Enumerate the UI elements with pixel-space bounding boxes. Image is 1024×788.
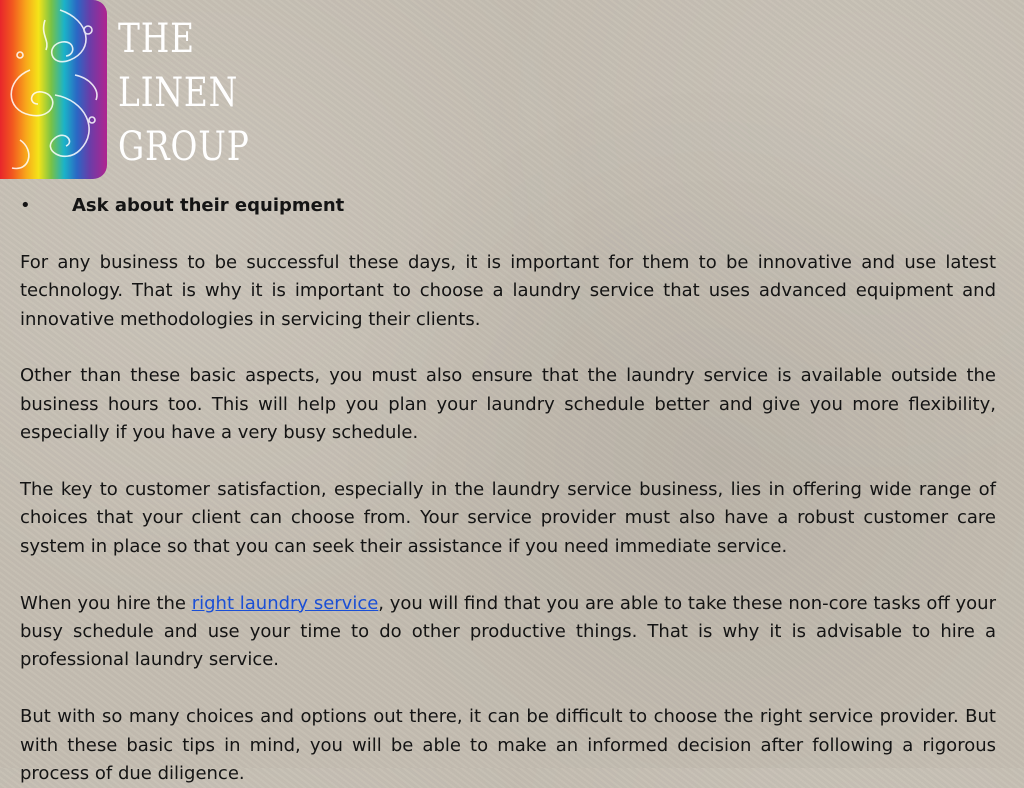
section-heading bbox=[20, 192, 996, 220]
logo-line-the: THE bbox=[118, 16, 195, 62]
logo-line-linen: LINEN bbox=[118, 70, 239, 116]
logo bbox=[0, 0, 250, 180]
section-heading-text: Ask about their equipment bbox=[72, 195, 345, 216]
bullet-icon: • bbox=[20, 195, 31, 216]
paragraph-4 bbox=[20, 590, 996, 675]
paragraph-4-lead: When you hire the bbox=[20, 592, 192, 614]
paragraph-3: The key to customer satisfaction, especially in the laundry service business, lies in offering wide range of choices that your client can choose from. Your service provider must also have a robust customer care system in place so that you can seek their assistance if you need immediate service. bbox=[20, 479, 996, 557]
paragraph-5: But with so many choices and options out there, it can be difficult to choose the right service provider. But with these basic tips in mind, you will be able to make an informed decision after following a rigorous process of due diligence. bbox=[20, 706, 996, 785]
paragraph-1: For any business to be successful these days, it is important for them to be innovative and use latest technology. That is why it is important to choose a laundry service that uses advanced equipment and innovative methodologies in servicing their clients. bbox=[20, 251, 996, 330]
rainbow-logo-graphic bbox=[0, 0, 107, 179]
paragraph-4-rest: , you will find that you are able to take these non-core tasks off your busy schedule and use your time to do other productive things. That is why it is advisable to hire a professional laundry service. bbox=[20, 592, 996, 671]
article-body bbox=[20, 192, 996, 788]
paragraph-2: Other than these basic aspects, you must also ensure that the laundry service is available outside the business hours too. This will help you plan your laundry schedule better and give you more flexibility, especially if you have a very busy schedule. bbox=[20, 365, 996, 444]
swirl-ornament-icon bbox=[0, 0, 107, 179]
right-laundry-service-link[interactable]: right laundry service bbox=[191, 592, 379, 614]
logo-line-group: GROUP bbox=[118, 124, 250, 170]
logo-wordmark bbox=[118, 12, 250, 174]
